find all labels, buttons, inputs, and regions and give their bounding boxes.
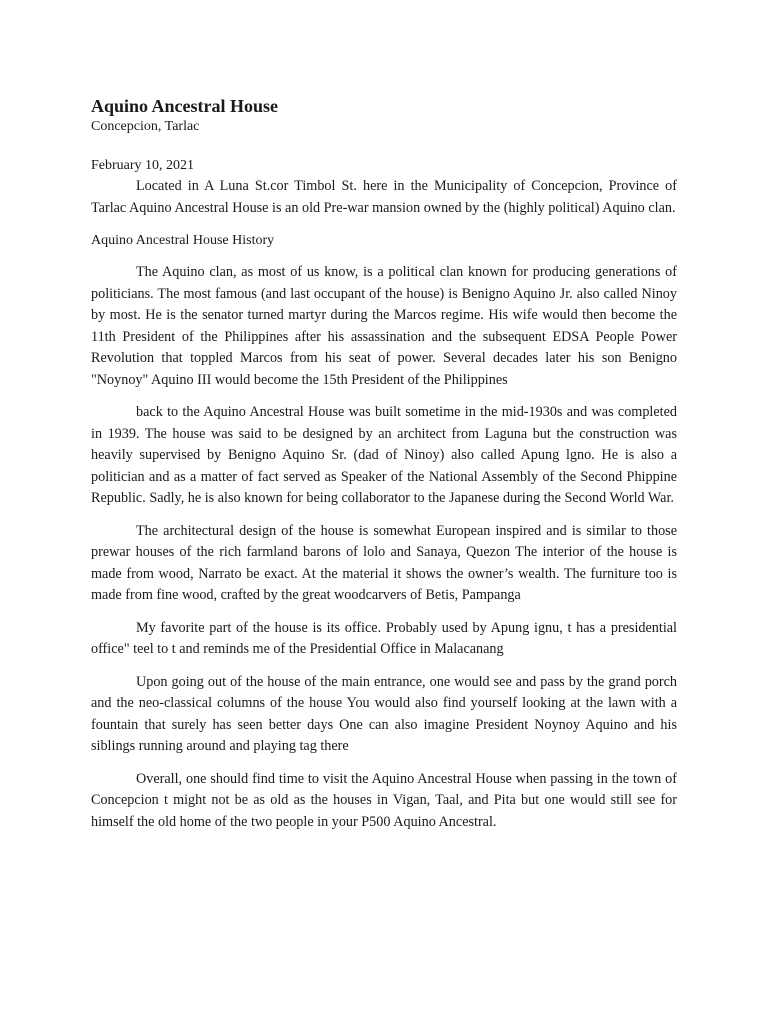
document-title: Aquino Ancestral House — [91, 96, 279, 116]
paragraph-office: My favorite part of the house is its office. Probably used by Apung ignu, t has a presidential office" teel to t and reminds me of the Presidential Office in Malacanang — [91, 619, 677, 657]
document-content — [91, 95, 677, 833]
paragraph-construction: back to the Aquino Ancestral House was built sometime in the mid-1930s and was completed in 1939. The house was said to be designed by an architect from Laguna but the construction was heavily supervised by Benigno Aquino Sr. (dad of Ninoy) also called Apung lgno. He is also a politician and as a matter of fact served as Speaker of the National Assembly of the Second Phippine Republic. Sadly, he is also known for being collaborator to the Japanese during the Second World War. — [91, 404, 677, 506]
section-heading: Aquino Ancestral House History — [91, 233, 275, 248]
document-date: February 10, 2021 — [91, 158, 195, 173]
paragraph-overall: Overall, one should find time to visit the Aquino Ancestral House when passing in the town of Concepcion t might not be as old as the houses in Vigan, Taal, and Pita but one would still see for himself the old home of the two people in your P500 Aquino Ancestral. — [91, 770, 677, 830]
intro-paragraph: Located in A Luna St.cor Timbol St. here in the Municipality of Concepcion, Province of Tarlac Aquino Ancestral House is an old Pre-war mansion owned by the (highly political) Aquino clan. — [91, 178, 677, 216]
paragraph-porch: Upon going out of the house of the main entrance, one would see and pass by the grand porch and the neo-classical columns of the house You would also find yourself looking at the lawn with a fountain that surely has seen better days One can also imagine President Noynoy Aquino and his siblings running around and playing tag there — [91, 673, 677, 754]
document-location: Concepcion, Tarlac — [91, 119, 200, 134]
paragraph-clan: The Aquino clan, as most of us know, is a political clan known for producing generations of politicians. The most famous (and last occupant of the house) is Benigno Aquino Jr. also called Ninoy by most. He is the senator turned martyr during the Marcos regime. His wife would then become the 11th President of the Philippines after his assassination and the subsequent EDSA People Power Revolution that toppled Marcos from his seat of power. Several decades later his son Benigno "Noynoy" Aquino III would become the 15th President of the Philippines — [91, 264, 677, 388]
paragraph-architecture: The architectural design of the house is somewhat European inspired and is similar to those prewar houses of the rich farmland barons of lolo and Sanaya, Quezon The interior of the house is made from wood, Narrato be exact. At the material it shows the owner’s wealth. The furniture too is made from fine wood, crafted by the great woodcarvers of Betis, Pampanga — [91, 522, 677, 603]
